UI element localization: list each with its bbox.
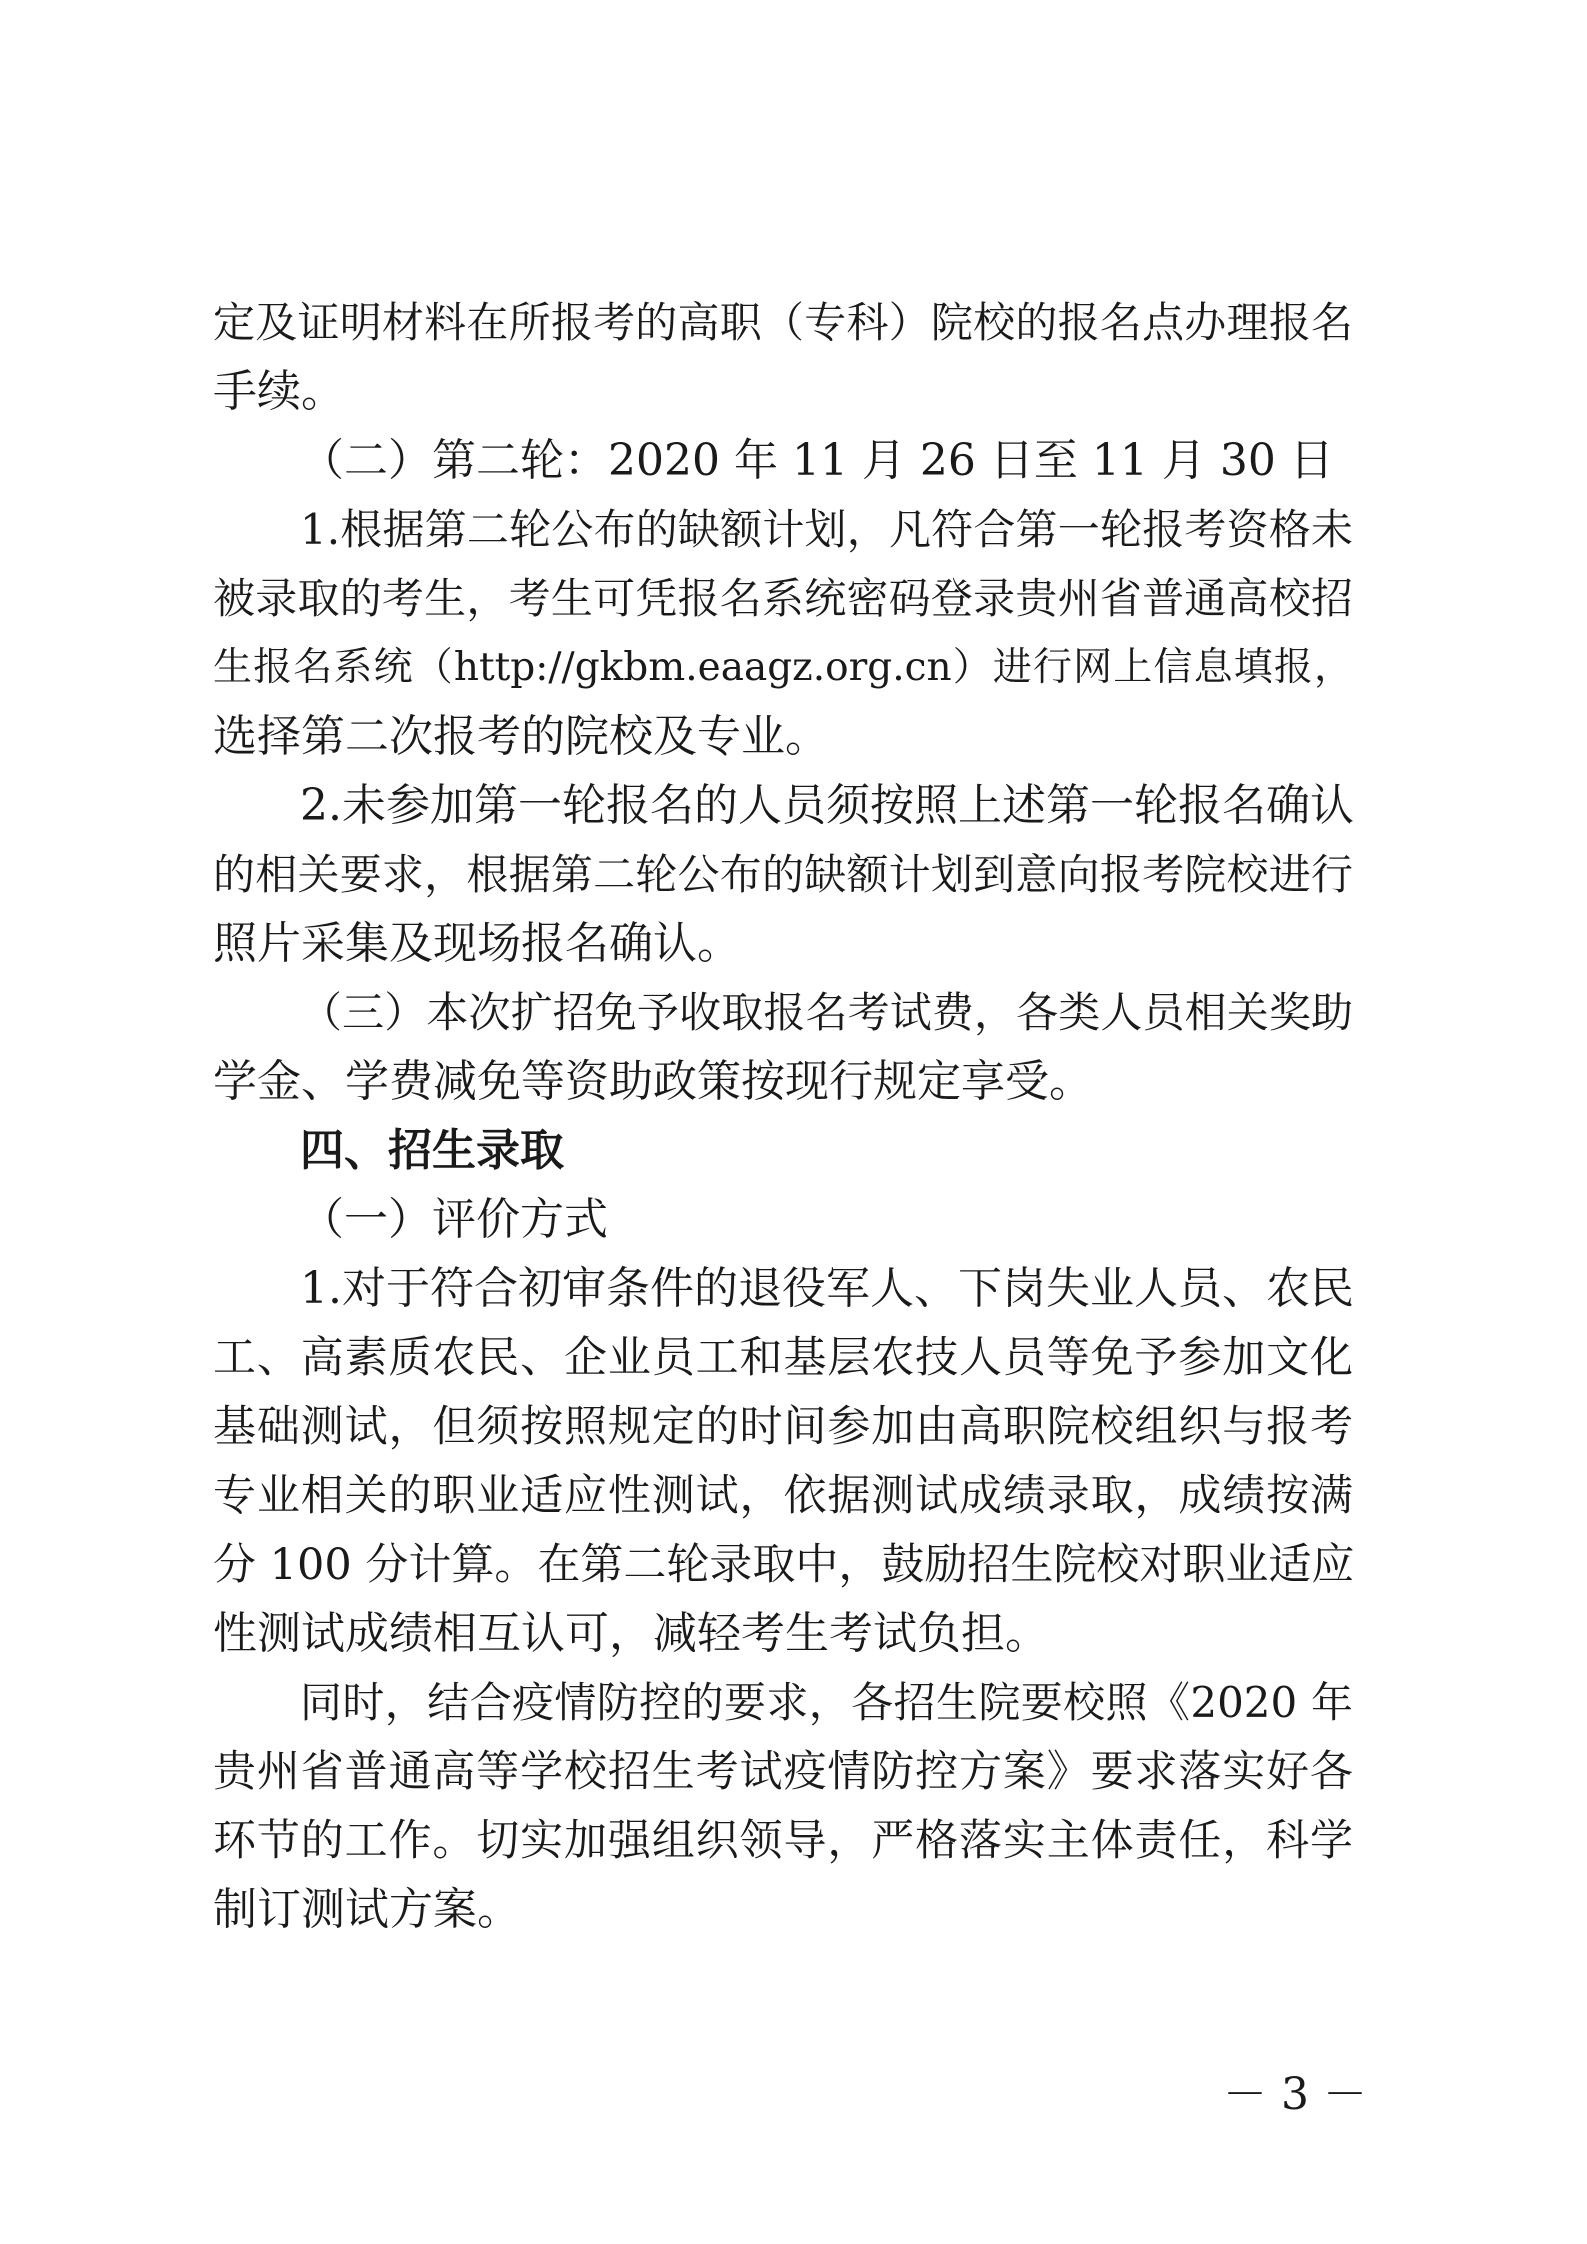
- text-line: 被录取的考生，考生可凭报名系统密码登录贵州省普通高校招: [213, 574, 1353, 623]
- text-line: 性测试成绩相互认可，减轻考生考试负担。: [213, 1608, 1049, 1659]
- page-number: － 3 －: [1223, 2069, 1367, 2120]
- text-line: 选择第二次报考的院校及专业。: [213, 711, 829, 762]
- text-line: 学金、学费减免等资助政策按现行规定享受。: [213, 1056, 1093, 1107]
- text-line: （三）本次扩招免予收取报名考试费，各类人员相关奖助: [300, 988, 1353, 1037]
- text-line: 基础测试，但须按照规定的时间参加由高职院校组织与报考: [213, 1402, 1353, 1452]
- text-line: 手续。: [213, 366, 345, 417]
- text-line: 定及证明材料在所报考的高职（专科）院校的报名点办理报名: [213, 298, 1353, 347]
- text-line: 贵州省普通高等学校招生考试疫情防控方案》要求落实好各: [213, 1747, 1353, 1797]
- text-line: 生报名系统（http://gkbm.eaagz.org.cn）进行网上信息填报，: [213, 645, 1353, 690]
- section-subheading: （一）评价方式: [300, 1194, 608, 1245]
- section-subheading: （二）第二轮：2020 年 11 月 26 日至 11 月 30 日: [300, 435, 1334, 486]
- text-line: 分 100 分计算。在第二轮录取中，鼓励招生院校对职业适应: [213, 1540, 1355, 1590]
- text-line: 1.根据第二轮公布的缺额计划，凡符合第一轮报考资格未: [300, 505, 1353, 554]
- text-line: 工、高素质农民、企业员工和基层农技人员等免予参加文化: [213, 1333, 1353, 1383]
- text-line: 的相关要求，根据第二轮公布的缺额计划到意向报考院校进行: [213, 850, 1353, 899]
- text-line: 制订测试方案。: [213, 1884, 521, 1935]
- text-line: 环节的工作。切实加强组织领导，严格落实主体责任，科学: [213, 1816, 1353, 1866]
- text-line: 照片采集及现场报名确认。: [213, 918, 741, 969]
- section-heading: 四、招生录取: [300, 1125, 564, 1176]
- text-line: 同时，结合疫情防控的要求，各招生院要校照《2020 年: [300, 1678, 1353, 1727]
- text-line: 专业相关的职业适应性测试，依据测试成绩录取，成绩按满: [213, 1471, 1353, 1521]
- text-line: 1.对于符合初审条件的退役军人、下岗失业人员、农民: [300, 1263, 1354, 1314]
- text-line: 2.未参加第一轮报名的人员须按照上述第一轮报名确认: [300, 780, 1354, 831]
